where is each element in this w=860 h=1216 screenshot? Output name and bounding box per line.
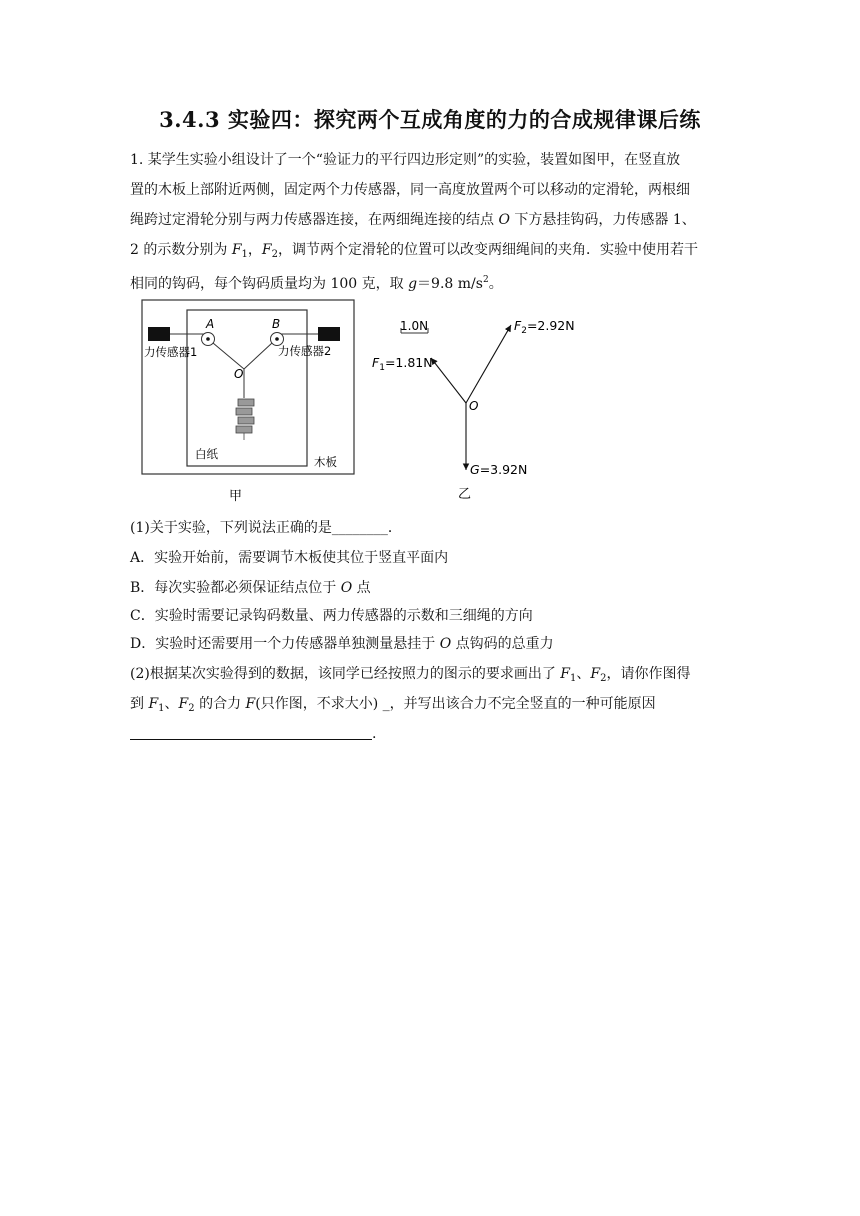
force-symbol: F xyxy=(148,696,159,712)
pulley-b-center xyxy=(275,337,279,341)
question-intro-line-2 xyxy=(130,180,740,200)
string-a-o xyxy=(213,343,244,369)
f2-arrow xyxy=(466,325,511,403)
part2-text: (2)根据某次实验得到的数据，该同学已经按照力的图示的要求画出了 xyxy=(130,666,561,682)
string-b-o xyxy=(244,343,272,369)
subscript: 2 xyxy=(271,249,278,260)
superscript: 2 xyxy=(482,275,489,285)
board-frame xyxy=(142,300,354,474)
part2-text: 的合力 xyxy=(194,696,246,712)
board-label: 木板 xyxy=(314,455,337,469)
part2-line-3 xyxy=(130,724,740,744)
part2-text: 、 xyxy=(576,666,591,682)
subscript: 2 xyxy=(188,703,195,714)
point-o-symbol: O xyxy=(439,636,452,652)
label-a: A xyxy=(206,317,215,331)
subscript: 1 xyxy=(570,673,577,684)
answer-blank[interactable] xyxy=(130,725,372,740)
label-o-yi: O xyxy=(469,399,479,413)
option-d-text: D．实验时还需要用一个力传感器单独测量悬挂于 xyxy=(130,636,440,652)
part2-text: 到 xyxy=(130,696,149,712)
part1-stem: (1)关于实验，下列说法正确的是________． xyxy=(130,520,402,536)
figure-jia xyxy=(140,296,360,506)
f1-label: $F_1=1.81N$ xyxy=(372,355,433,373)
question-text: ，调节两个定滑轮的位置可以改变两细绳间的夹角．实验中使用若干 xyxy=(278,242,698,258)
option-d xyxy=(130,634,740,654)
question-text: 相同的钩码，每个钩码质量均为 100 克，取 xyxy=(130,276,409,292)
label-b: B xyxy=(272,317,281,331)
question-text: ， xyxy=(247,242,262,258)
sensor-1-label: 力传感器1 xyxy=(144,345,198,359)
figure-yi xyxy=(368,310,608,506)
option-b-text: 点 xyxy=(352,580,371,596)
part2-line-1 xyxy=(130,664,740,689)
sensor-1-block xyxy=(148,327,170,341)
question-intro-line-5 xyxy=(130,270,740,294)
part2-text: 、 xyxy=(164,696,179,712)
part2-text: (只作图，不求大小) _，并写出该合力不完全竖直的一种可能原因 xyxy=(255,696,656,712)
f2-label: $F_2=2.92N$ xyxy=(514,318,575,336)
question-text: 某学生实验小组设计了一个“验证力的平行四边形定则”的实验，装置如图甲，在竖直放 xyxy=(143,152,681,168)
pulley-a-center xyxy=(206,337,210,341)
option-c: C．实验时需要记录钩码数量、两力传感器的示数和三细绳的方向 xyxy=(130,608,533,624)
option-d-text: 点钩码的总重力 xyxy=(451,636,554,652)
part2-text: . xyxy=(372,726,377,742)
question-text: ＝9.8 m/s xyxy=(417,276,483,292)
force-symbol: F xyxy=(261,242,272,258)
scale-label: 1.0N xyxy=(400,319,429,333)
subscript: 1 xyxy=(241,249,248,260)
sensor-2-block xyxy=(318,327,340,341)
subscript: 2 xyxy=(600,673,607,684)
f1-arrow xyxy=(431,358,466,403)
part2-text: ，请你作图得 xyxy=(606,666,691,682)
question-text: 。 xyxy=(488,276,503,292)
option-b xyxy=(130,578,740,598)
question-text: 下方悬挂钩码，力传感器 1、 xyxy=(509,212,696,228)
force-symbol: F xyxy=(560,666,570,682)
question-text: 绳跨过定滑轮分别与两力传感器连接，在两细绳连接的结点 xyxy=(130,212,499,228)
resultant-force-symbol: F xyxy=(245,696,256,712)
point-o-symbol: O xyxy=(498,212,510,228)
force-symbol: F xyxy=(231,242,242,258)
label-o: O xyxy=(234,367,244,381)
question-intro-line-1 xyxy=(130,150,740,170)
point-o-symbol: O xyxy=(340,580,353,596)
part2-line-2 xyxy=(130,694,740,719)
paper-label: 白纸 xyxy=(195,447,218,461)
figure-yi-caption: 乙 xyxy=(458,487,472,502)
g-label: G=3.92N xyxy=(470,462,528,477)
question-number: 1. xyxy=(130,152,144,168)
option-a: A．实验开始前，需要调节木板使其位于竖直平面内 xyxy=(130,550,449,566)
question-text: 置的木板上部附近两侧，固定两个力传感器，同一高度放置两个可以移动的定滑轮，两根细 xyxy=(130,182,690,198)
option-b-text: B．每次实验都必须保证结点位于 xyxy=(130,580,341,596)
gravity-symbol: g xyxy=(408,276,418,292)
page-title: 3.4.3 实验四：探究两个互成角度的力的合成规律课后练 xyxy=(159,107,701,132)
force-symbol: F xyxy=(178,696,189,712)
question-text: 2 的示数分别为 xyxy=(130,242,232,258)
question-intro-line-3 xyxy=(130,210,740,230)
subscript: 1 xyxy=(158,703,165,714)
question-intro-line-4 xyxy=(130,240,740,265)
sensor-2-label: 力传感器2 xyxy=(278,344,332,358)
force-symbol: F xyxy=(590,666,601,682)
figure-jia-caption: 甲 xyxy=(229,489,243,504)
weights-stack xyxy=(236,399,254,440)
